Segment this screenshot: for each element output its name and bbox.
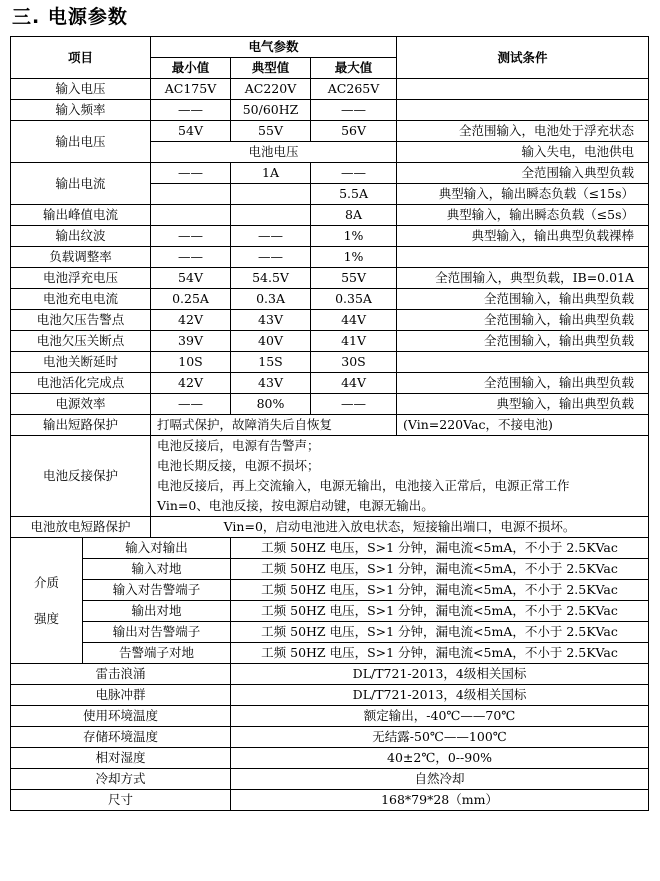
row-undervolt-cutoff [11,331,649,352]
row-input-voltage [11,79,649,100]
max: 56V [311,121,397,142]
row-activation [11,373,649,394]
row-input-freq [11,100,649,121]
cond: 典型输入，输出瞬态负载（≤15s） [397,184,649,205]
max: —— [311,394,397,415]
cond: 典型输入，输出典型负载 [397,394,649,415]
dielectric-name: 输入对输出 [83,538,231,559]
min: —— [151,163,231,184]
reverse-protect-lines [151,436,649,517]
typ: —— [231,247,311,268]
row-dielectric-3 [11,601,649,622]
min: —— [151,226,231,247]
row-peak-current [11,205,649,226]
min: 42V [151,310,231,331]
row-efficiency [11,394,649,415]
typ: 43V [231,373,311,394]
typ: —— [231,226,311,247]
typ: 1A [231,163,311,184]
header-typ: 典型值 [231,58,311,79]
row-charge-current [11,289,649,310]
dielectric-name: 输入对告警端子 [83,580,231,601]
max: —— [311,100,397,121]
typ: 80% [231,394,311,415]
dielectric-value: 工频 50HZ 电压，S>1 分钟，漏电流<5mA，不小于 2.5KVac [231,643,649,664]
label: 输出纹波 [11,226,151,247]
max: 1% [311,247,397,268]
row-env-0 [11,664,649,685]
row-env-4 [11,748,649,769]
dielectric-name: 输入对地 [83,559,231,580]
cond [397,352,649,373]
cond: 典型输入，输出典型负载裸棒 [397,226,649,247]
cond [397,79,649,100]
header-conditions: 测试条件 [397,37,649,79]
dielectric-label-a: 介质 [33,574,59,590]
env-label: 雷击浪涌 [11,664,231,685]
dielectric-value: 工频 50HZ 电压，S>1 分钟，漏电流<5mA，不小于 2.5KVac [231,580,649,601]
env-label: 存储环境温度 [11,727,231,748]
typ [231,184,311,205]
cond: 典型输入，输出瞬态负载（≤5s） [397,205,649,226]
label: 电源效率 [11,394,151,415]
cond [397,247,649,268]
env-value: 无结露-50℃——100℃ [231,727,649,748]
max: 8A [311,205,397,226]
header-max: 最大值 [311,58,397,79]
min: 54V [151,121,231,142]
dielectric-label [11,538,83,664]
label: 电池关断延时 [11,352,151,373]
typ: 0.3A [231,289,311,310]
min: AC175V [151,79,231,100]
dielectric-name: 输出对地 [83,601,231,622]
min [151,205,231,226]
header-electrical: 电气参数 [151,37,397,58]
line-2: 电池长期反接，电源不损坏； [157,458,320,473]
label: 输入频率 [11,100,151,121]
typ: AC220V [231,79,311,100]
env-value: DL/T721-2013，4级相关国标 [231,685,649,706]
env-value: 168*79*28（mm） [231,790,649,811]
line-4: Vin=0、电池反接，按电源启动键，电源无输出。 [157,498,434,513]
row-reverse-protect [11,436,649,517]
row-float-voltage [11,268,649,289]
env-value: 自然冷却 [231,769,649,790]
label: 输出电流 [11,163,151,205]
label: 电池放电短路保护 [11,517,151,538]
cond: 全范围输入，输出典型负载 [397,373,649,394]
label: 电池充电电流 [11,289,151,310]
row-dielectric-4 [11,622,649,643]
label: 电池反接保护 [11,436,151,517]
label: 输出短路保护 [11,415,151,436]
cond: 全范围输入，输出典型负载 [397,310,649,331]
row-env-5 [11,769,649,790]
typ: 55V [231,121,311,142]
max: 41V [311,331,397,352]
env-label: 使用环境温度 [11,706,231,727]
line-3: 电池反接后，再上交流输入，电源无输出，电池接入正常后，电源正常工作 [157,478,570,493]
cond: 全范围输入，电池处于浮充状态 [397,121,649,142]
typ: 电池电压 [151,142,397,163]
header-item: 项目 [11,37,151,79]
min: —— [151,247,231,268]
row-discharge-short [11,517,649,538]
row-ripple [11,226,649,247]
env-value: 额定输出，-40℃——70℃ [231,706,649,727]
row-output-voltage [11,121,649,142]
typ: 54.5V [231,268,311,289]
env-label: 相对湿度 [11,748,231,769]
row-env-3 [11,727,649,748]
row-output-current [11,163,649,184]
section-heading: 三. 电源参数 [12,6,128,28]
row-dielectric-2 [11,580,649,601]
min: —— [151,100,231,121]
max: 5.5A [311,184,397,205]
typ: 15S [231,352,311,373]
cond: 全范围输入，典型负载，IB=0.01A [397,268,649,289]
cond: (Vin=220Vac，不接电池) [397,415,649,436]
row-env-6 [11,790,649,811]
env-value: DL/T721-2013，4级相关国标 [231,664,649,685]
max: 1% [311,226,397,247]
min: 42V [151,373,231,394]
dielectric-value: 工频 50HZ 电压，S>1 分钟，漏电流<5mA，不小于 2.5KVac [231,538,649,559]
value: 打嗝式保护，故障消失后自恢复 [151,415,397,436]
label: 输出电压 [11,121,151,163]
max: 30S [311,352,397,373]
row-shutdown-delay [11,352,649,373]
cond [397,100,649,121]
max: 0.35A [311,289,397,310]
env-label: 冷却方式 [11,769,231,790]
row-env-2 [11,706,649,727]
row-undervolt-alarm [11,310,649,331]
dielectric-label-b: 强度 [33,610,59,626]
label: 负载调整率 [11,247,151,268]
label: 输入电压 [11,79,151,100]
env-label: 尺寸 [11,790,231,811]
dielectric-name: 输出对告警端子 [83,622,231,643]
row-short-protect [11,415,649,436]
min: 54V [151,268,231,289]
label: 电池活化完成点 [11,373,151,394]
value: Vin=0，启动电池进入放电状态，短接输出端口，电源不损坏。 [151,517,649,538]
max: —— [311,163,397,184]
min: 10S [151,352,231,373]
cond: 全范围输入典型负载 [397,163,649,184]
power-spec-table [10,36,649,811]
typ [231,205,311,226]
header-row [11,37,649,58]
label: 输出峰值电流 [11,205,151,226]
typ: 40V [231,331,311,352]
typ: 43V [231,310,311,331]
max: AC265V [311,79,397,100]
max: 55V [311,268,397,289]
dielectric-name: 告警端子对地 [83,643,231,664]
label: 电池欠压关断点 [11,331,151,352]
row-load-reg [11,247,649,268]
dielectric-value: 工频 50HZ 电压，S>1 分钟，漏电流<5mA，不小于 2.5KVac [231,601,649,622]
row-env-1 [11,685,649,706]
cond: 输入失电，电池供电 [397,142,649,163]
header-min: 最小值 [151,58,231,79]
cond: 全范围输入，输出典型负载 [397,289,649,310]
label: 电池欠压告警点 [11,310,151,331]
min: —— [151,394,231,415]
dielectric-value: 工频 50HZ 电压，S>1 分钟，漏电流<5mA，不小于 2.5KVac [231,622,649,643]
max: 44V [311,373,397,394]
cond: 全范围输入，输出典型负载 [397,331,649,352]
row-dielectric-1 [11,559,649,580]
typ: 50/60HZ [231,100,311,121]
row-dielectric-0 [11,538,649,559]
dielectric-value: 工频 50HZ 电压，S>1 分钟，漏电流<5mA，不小于 2.5KVac [231,559,649,580]
min: 39V [151,331,231,352]
max: 44V [311,310,397,331]
label: 电池浮充电压 [11,268,151,289]
min [151,184,231,205]
env-label: 电脉冲群 [11,685,231,706]
row-dielectric-5 [11,643,649,664]
env-value: 40±2℃，0--90% [231,748,649,769]
min: 0.25A [151,289,231,310]
line-1: 电池反接后，电源有告警声； [157,438,320,453]
